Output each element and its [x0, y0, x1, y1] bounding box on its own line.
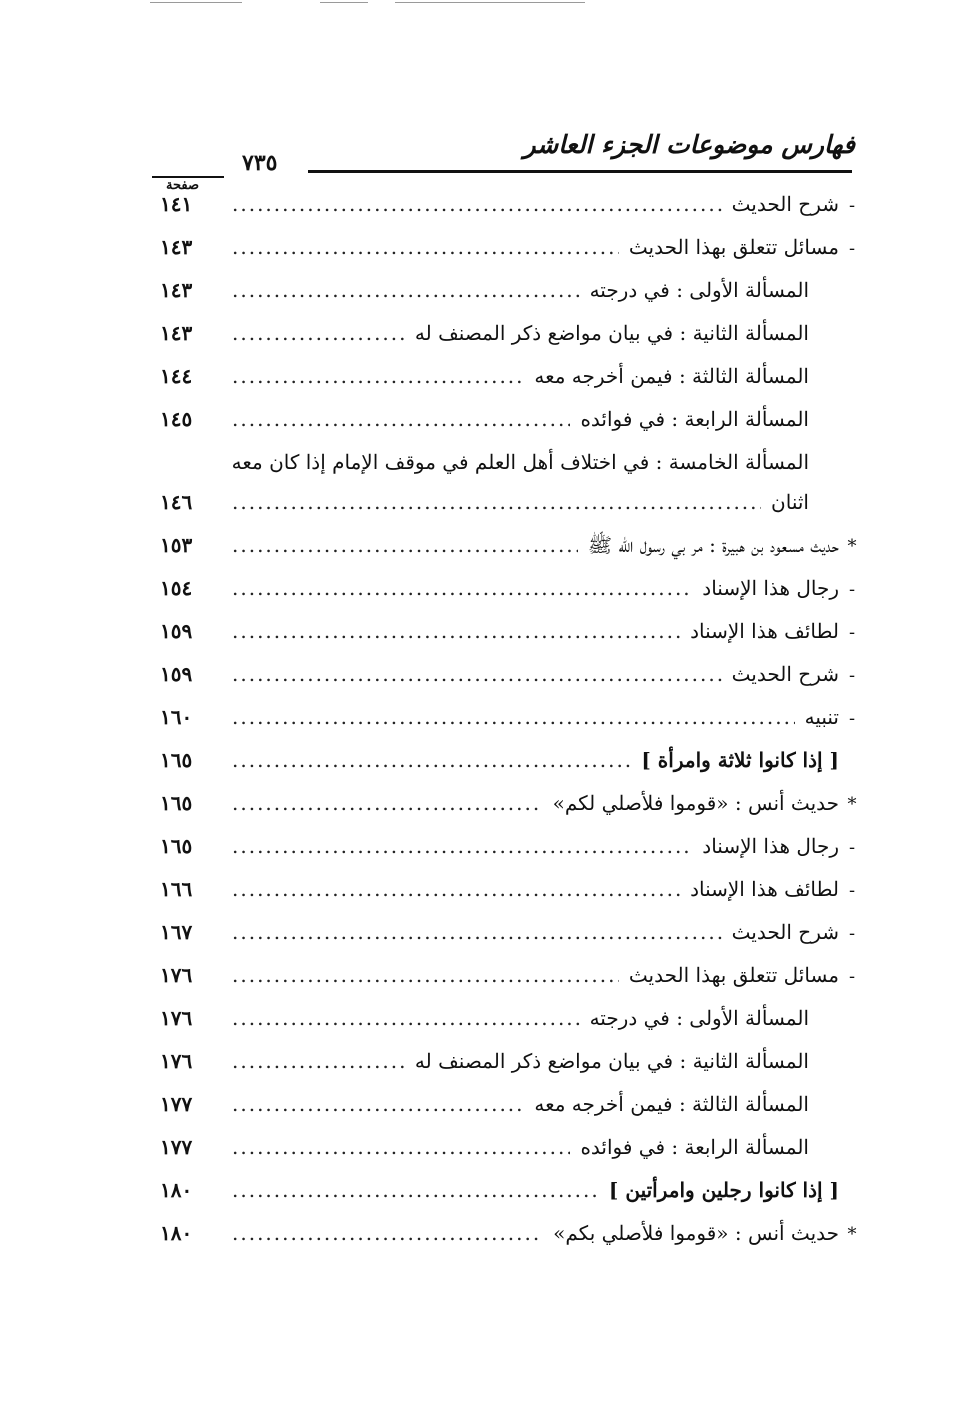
dot-leader: [232, 705, 795, 729]
toc-entry: [160, 192, 865, 235]
toc-entry: [160, 920, 865, 963]
toc-entry: [160, 533, 865, 576]
dot-leader: [232, 1049, 405, 1073]
toc-entry: [160, 748, 865, 791]
entry-page-number: ١٥٩: [160, 662, 193, 686]
entry-marker: -: [848, 837, 856, 858]
dot-leader: [232, 1221, 543, 1245]
entry-marker: *: [847, 536, 857, 557]
entry-page-number: ١٦٦: [160, 877, 193, 901]
entry-title: المسألة الثالثة : فيمن أخرجه معه: [534, 364, 809, 388]
entry-title: [ إذا كانوا ثلاثة وامرأة ]: [641, 748, 839, 772]
entry-marker: *: [847, 794, 857, 815]
toc-entry: [160, 662, 865, 705]
table-of-contents: [160, 192, 865, 1264]
entry-title: شرح الحديث: [731, 920, 839, 944]
entry-title: المسألة الرابعة : في فوائده: [580, 407, 809, 431]
entry-marker: -: [848, 923, 856, 944]
toc-entry: [160, 619, 865, 662]
entry-title: شرح الحديث: [731, 662, 839, 686]
entry-page-number: ١٦٥: [160, 791, 193, 815]
entry-title: لطائف هذا الإسناد: [690, 619, 839, 643]
entry-page-number: ١٥٣: [160, 533, 193, 557]
toc-entry: [160, 407, 865, 450]
entry-page-number: ١٦٥: [160, 834, 193, 858]
dot-leader: [232, 920, 722, 944]
dot-leader: [232, 662, 722, 686]
toc-entry: [160, 235, 865, 278]
entry-marker: -: [848, 708, 856, 729]
dot-leader: [232, 490, 761, 514]
entry-page-number: ١٦٠: [160, 705, 193, 729]
page-number: ٧٣٥: [242, 150, 278, 176]
page-column-label: صفحة: [166, 178, 199, 193]
dot-leader: [232, 235, 619, 259]
dot-leader: [232, 834, 692, 858]
dot-leader: [232, 877, 680, 901]
entry-title: المسألة الرابعة : في فوائده: [580, 1135, 809, 1159]
toc-entry: [160, 963, 865, 1006]
dot-leader: [232, 1006, 580, 1030]
entry-marker: -: [848, 579, 856, 600]
entry-page-number: ١٤٦: [160, 490, 193, 514]
dot-leader: [232, 576, 692, 600]
entry-title: المسألة الثالثة : فيمن أخرجه معه: [534, 1092, 809, 1116]
entry-title: اثنان: [771, 490, 809, 514]
entry-page-number: ١٧٦: [160, 1049, 193, 1073]
entry-title: رجال هذا الإسناد: [702, 834, 839, 858]
entry-marker: -: [848, 880, 856, 901]
entry-marker: -: [848, 665, 856, 686]
entry-page-number: ١٧٦: [160, 963, 193, 987]
entry-page-number: ١٤٣: [160, 235, 193, 259]
entry-title: المسألة الثانية : في بيان مواضع ذكر المصنف له: [414, 321, 809, 345]
scan-mark: [395, 2, 585, 3]
entry-title: شرح الحديث: [731, 192, 839, 216]
dot-leader: [232, 748, 631, 772]
header-rule: [308, 170, 852, 173]
entry-title: حديث أنس : «قوموا فلأصلي لكم»: [552, 791, 839, 815]
dot-leader: [232, 278, 580, 302]
toc-entry: [160, 321, 865, 364]
entry-page-number: ١٨٠: [160, 1178, 193, 1202]
toc-entry: [160, 1221, 865, 1264]
entry-title: مسائل تتعلق بهذا الحديث: [628, 235, 839, 259]
scan-mark: [320, 2, 368, 3]
entry-marker: -: [848, 622, 856, 643]
entry-page-number: ١٧٧: [160, 1135, 193, 1159]
entry-page-number: ١٤٥: [160, 407, 193, 431]
entry-page-number: ١٨٠: [160, 1221, 193, 1245]
entry-page-number: ١٧٦: [160, 1006, 193, 1030]
dot-leader: [232, 192, 722, 216]
toc-entry: [160, 705, 865, 748]
toc-entry: [160, 1049, 865, 1092]
entry-title: المسألة الأولى : في درجته: [589, 278, 809, 302]
toc-entry: [160, 877, 865, 920]
dot-leader: [232, 407, 570, 431]
toc-entry: [160, 364, 865, 407]
dot-leader: [232, 1135, 570, 1159]
entry-title: لطائف هذا الإسناد: [690, 877, 839, 901]
dot-leader: [232, 364, 524, 388]
toc-entry: [160, 1135, 865, 1178]
toc-entry: [160, 490, 865, 533]
entry-marker: -: [848, 238, 856, 259]
dot-leader: [232, 321, 405, 345]
entry-page-number: ١٤٤: [160, 364, 193, 388]
dot-leader: [232, 791, 543, 815]
entry-marker: -: [848, 966, 856, 987]
running-title: فهارس موضوعات الجزء العاشر: [523, 130, 855, 159]
entry-title: المسألة الأولى : في درجته: [589, 1006, 809, 1030]
entry-page-number: ١٥٩: [160, 619, 193, 643]
entry-title: مسائل تتعلق بهذا الحديث: [628, 963, 839, 987]
dot-leader: [232, 533, 578, 557]
entry-marker: -: [848, 195, 856, 216]
entry-title: حديث مسعود بن هبيرة : مر بي رسول الله ﷺ: [587, 533, 839, 557]
toc-entry: [160, 576, 865, 619]
entry-title: حديث أنس : «قوموا فلأصلي بكم»: [553, 1221, 839, 1245]
entry-page-number: ١٥٤: [160, 576, 193, 600]
entry-title: تنبيه: [804, 705, 839, 729]
dot-leader: [232, 619, 680, 643]
entry-title: رجال هذا الإسناد: [702, 576, 839, 600]
entry-title: المسألة الخامسة : في اختلاف أهل العلم في موقف الإمام إذا كان معه: [231, 450, 809, 474]
entry-page-number: ١٦٧: [160, 920, 193, 944]
entry-marker: *: [847, 1224, 857, 1245]
toc-entry: [160, 278, 865, 321]
entry-page-number: ١٤٣: [160, 321, 193, 345]
toc-entry: [160, 1178, 865, 1221]
entry-page-number: ١٤١: [160, 192, 193, 216]
toc-entry: [160, 450, 865, 490]
entry-title: [ إذا كانوا رجلين وامرأتين ]: [608, 1178, 839, 1202]
entry-page-number: ١٧٧: [160, 1092, 193, 1116]
toc-entry: [160, 1006, 865, 1049]
scan-mark: [150, 2, 242, 3]
dot-leader: [232, 1092, 524, 1116]
toc-entry: [160, 791, 865, 834]
entry-title: المسألة الثانية : في بيان مواضع ذكر المصنف له: [414, 1049, 809, 1073]
entry-page-number: ١٦٥: [160, 748, 193, 772]
toc-entry: [160, 1092, 865, 1135]
dot-leader: [232, 1178, 599, 1202]
dot-leader: [232, 963, 619, 987]
toc-entry: [160, 834, 865, 877]
entry-page-number: ١٤٣: [160, 278, 193, 302]
